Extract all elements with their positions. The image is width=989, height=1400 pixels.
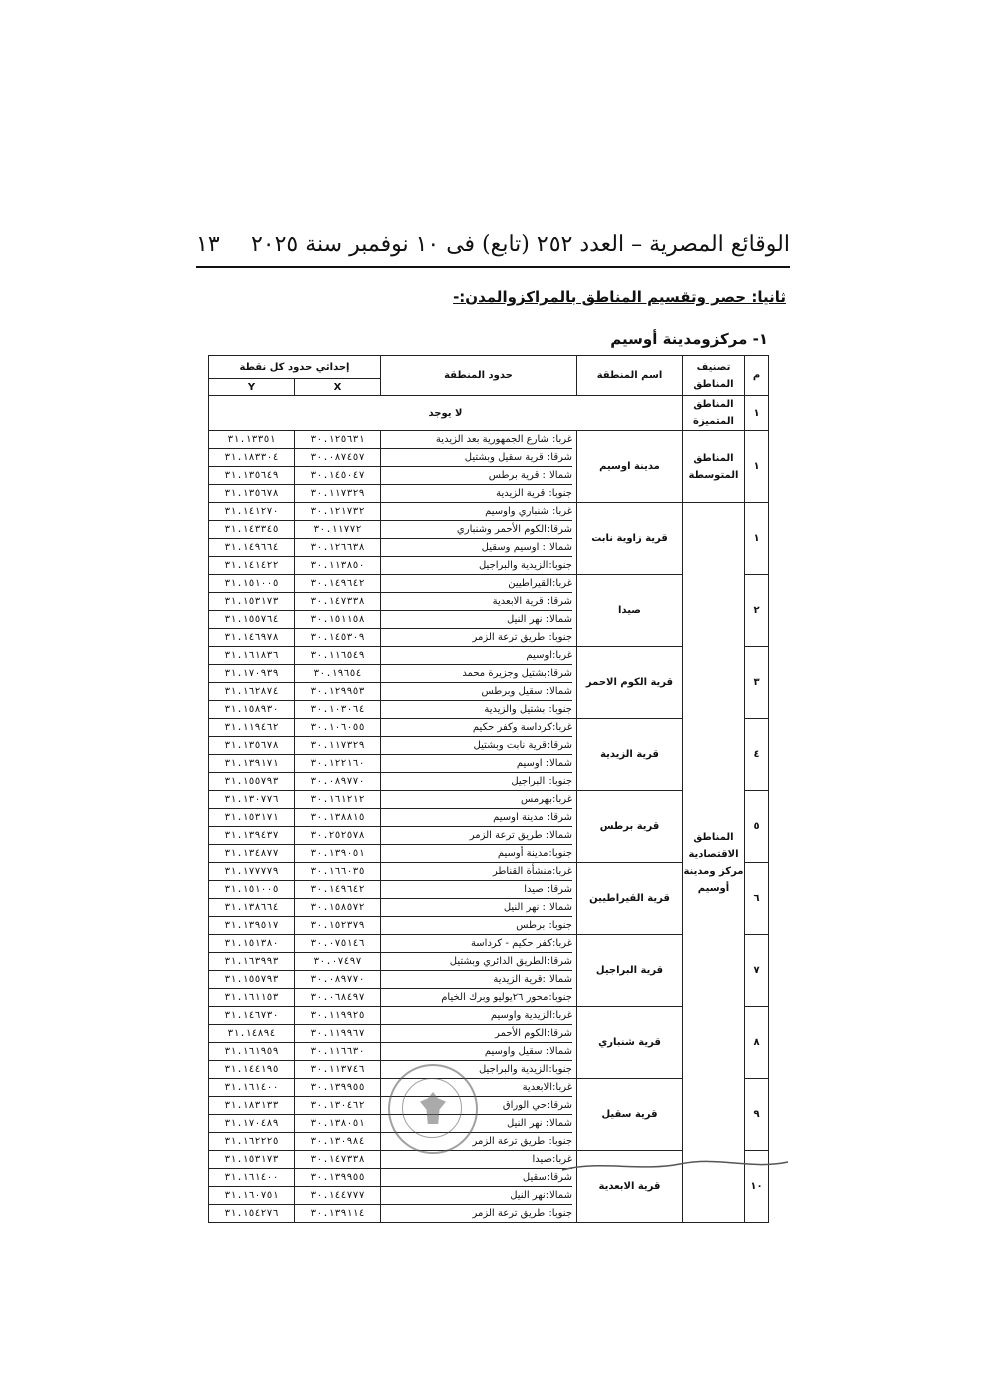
- boundaries-cell: [381, 431, 577, 503]
- cell-line: غربا: شارع الجمهورية بعد الزيدية: [435, 434, 572, 445]
- cell-line: ٣٠.١١٣٨٥٠: [295, 556, 380, 574]
- cell-line: ٣٠.١٤٥٣٠٩: [295, 628, 380, 646]
- y-coords-cell: [209, 431, 295, 503]
- cell-line: ٣٠.١٢٥٦٣١: [310, 434, 365, 445]
- cell-line: غربا:اوسيم: [526, 650, 572, 661]
- cell-line: ٣٠.١٥١١٥٨: [295, 610, 380, 628]
- page-number: ١٣: [196, 231, 220, 257]
- cell-line: ٣١.١٨٣١٣٣: [209, 1096, 294, 1114]
- cell-line: شرقا:الكوم الأحمر وشنباري: [381, 520, 572, 538]
- cell-line: شمالا : نهر النيل: [381, 898, 572, 916]
- cell-line: ٣٠.١٣٩٩٥٥: [310, 1082, 365, 1093]
- cell-line: ٣٠.١٦٦٠٣٥: [310, 866, 365, 877]
- y-coords-cell: [209, 1079, 295, 1151]
- header-boundaries: حدود المنطقة: [381, 356, 577, 396]
- y-coords-cell: [209, 503, 295, 575]
- section-title: ثانيا: حصر وتقسيم المناطق بالمراكزوالمدن:-: [453, 288, 786, 306]
- cell-line: جنوبا:مدينة أوسيم: [381, 844, 572, 862]
- cell-line: ٣١.١٤٤١٩٥: [209, 1060, 294, 1078]
- cell-line: ٣٠.١٣٨٠٥١: [295, 1114, 380, 1132]
- cell-line: ٣١.١٣٥٦٧٨: [209, 484, 294, 502]
- cell-line: شمالا: طريق ترعة الزمر: [381, 826, 572, 844]
- gazette-title: الوقائع المصرية – العدد ٢٥٢ (تابع) فى ١٠ نوفمبر سنة ٢٠٢٥: [250, 231, 790, 257]
- cell-line: ٣٠.١٣٠٩٨٤: [295, 1132, 380, 1150]
- boundaries-cell: [381, 1007, 577, 1079]
- cell-line: ٣١.١٣٨٦٦٤: [209, 898, 294, 916]
- row-number: ٧: [745, 935, 769, 1007]
- cell-line: شمالا: نهر النيل: [381, 1114, 572, 1132]
- cell-line: ٣١.١٥٤٢٧٦: [209, 1204, 294, 1222]
- cell-line: ٣١.١٦١٤٠٠: [224, 1082, 279, 1093]
- area-name-cell: قرية سقيل: [577, 1079, 683, 1151]
- cell-line: ٣٠.٢٥٢٥٧٨: [295, 826, 380, 844]
- cell-line: جنوبا: برطس: [381, 916, 572, 934]
- cell-line: شرقا: صيدا: [381, 880, 572, 898]
- boundaries-cell: [381, 935, 577, 1007]
- zones-table: [208, 355, 769, 1223]
- area-name-cell: قرية الكوم الاحمر: [577, 647, 683, 719]
- cell-line: شرقا: مدينة اوسيم: [381, 808, 572, 826]
- x-coords-cell: [295, 1151, 381, 1223]
- cell-line: ٣٠.١٤٩٦٤٢: [310, 578, 365, 589]
- x-coords-cell: [295, 647, 381, 719]
- cell-line: ٣١.١٣٣٥١: [227, 434, 276, 445]
- cell-line: ٣٠.٠٧٤٩٧: [295, 952, 380, 970]
- cell-line: شمالا: سقيل واوسيم: [381, 1042, 572, 1060]
- cell-line: ٣٠.٠٨٩٧٧٠: [295, 970, 380, 988]
- row-number: ١٠: [745, 1151, 769, 1223]
- cell-line: ٣١.١٣٩٤٣٧: [209, 826, 294, 844]
- cell-line: ٣٠.١٣٨٨١٥: [295, 808, 380, 826]
- cell-line: ٣٠.١١٦٦٣٠: [295, 1042, 380, 1060]
- cell-line: شرقا:قرية نابت وبشتيل: [381, 736, 572, 754]
- cell-line: غربا:الزيدية واوسيم: [490, 1010, 572, 1021]
- cell-line: جنوبا:الزيدية والبراجيل: [381, 556, 572, 574]
- cell-line: جنوبا:الزيدية والبراجيل: [381, 1060, 572, 1078]
- cell-line: ٣٠.١٠٣٠٦٤: [295, 700, 380, 718]
- cell-line: ٣٠.١١٩٩٢٥: [310, 1010, 365, 1021]
- cell-line: ٣٠.١٢٩٩٥٣: [295, 682, 380, 700]
- y-coords-cell: [209, 1007, 295, 1079]
- boundaries-cell: [381, 575, 577, 647]
- cell-line: غربا:كرداسة وكفر حكيم: [472, 722, 572, 733]
- cell-line: ٣١.١٥٨٩٣٠: [209, 700, 294, 718]
- boundaries-cell: [381, 1151, 577, 1223]
- cell-line: ٣١.١٦٢٨٧٤: [209, 682, 294, 700]
- cell-line: ٣٠.٠٨٧٤٥٧: [295, 448, 380, 466]
- cell-line: ٣٠.١٤٧٣٣٨: [295, 592, 380, 610]
- cell-line: ٣١.١٤٣٣٤٥: [209, 520, 294, 538]
- cell-line: ٣٠.١١٧٣٢٩: [295, 484, 380, 502]
- header-x: X: [295, 379, 381, 396]
- cell-line: ٣١.١٥٣١٧٣: [209, 592, 294, 610]
- cell-line: ٣١.١٤٦٧٣٠: [224, 1010, 279, 1021]
- table-row: [209, 431, 769, 503]
- cell-line: جنوبا: طريق ترعة الزمر: [381, 1132, 572, 1150]
- cell-line: ٣١.١٥١٠٠٥: [224, 578, 279, 589]
- cell-line: غربا:كفر حكيم - كرداسة: [470, 938, 572, 949]
- cell-line: شمالا: سقيل وبرطس: [381, 682, 572, 700]
- cell-line: شرقا:الطريق الدائري وبشتيل: [381, 952, 572, 970]
- cell-line: شمالا:نهر النيل: [381, 1186, 572, 1204]
- official-seal: [388, 1064, 478, 1154]
- y-coords-cell: [209, 863, 295, 935]
- boundaries-cell: [381, 647, 577, 719]
- table-row: [209, 503, 769, 575]
- cell-line: ٣١.١٤٦٩٧٨: [209, 628, 294, 646]
- cell-line: ٣٠.١٣٠٤٦٢: [295, 1096, 380, 1114]
- cell-line: ٣١.١٧٧٧٧٩: [224, 866, 279, 877]
- cell-line: ٣١.١٤٨٩٤: [209, 1024, 294, 1042]
- cell-line: ٣١.١٦٣٩٩٣: [209, 952, 294, 970]
- row-number: ٥: [745, 791, 769, 863]
- y-coords-cell: [209, 1151, 295, 1223]
- subsection-title: ١- مركزومدينة أوسيم: [610, 330, 768, 348]
- cell-line: ٣١.١٧٠٤٨٩: [209, 1114, 294, 1132]
- cell-line: ٣٠.١٣٩١١٤: [295, 1204, 380, 1222]
- area-name-cell: قرية الزيدية: [577, 719, 683, 791]
- cell-line: غربا:بهرمس: [521, 794, 572, 805]
- row-number: ٤: [745, 719, 769, 791]
- row-number: ١: [745, 396, 769, 431]
- none-cell: لا يوجد: [209, 396, 683, 431]
- cell-line: جنوبا: قرية الزيدية: [381, 484, 572, 502]
- cell-line: ٣٠.١٢٦٦٣٨: [295, 538, 380, 556]
- cell-line: ٣٠.١٦١٢١٢: [310, 794, 365, 805]
- x-coords-cell: [295, 1007, 381, 1079]
- cell-line: ٣١.١٨٣٣٠٤: [209, 448, 294, 466]
- cell-line: ٣١.١٦١٨٣٦: [224, 650, 279, 661]
- cell-line: شرقا:الكوم الأحمر: [381, 1024, 572, 1042]
- classification-cell: المناطق الاقتصادية مركز ومدينة أوسيم: [683, 503, 745, 1223]
- cell-line: شمالا: نهر النيل: [381, 610, 572, 628]
- cell-line: غربا: شنباري واوسيم: [485, 506, 572, 517]
- cell-line: جنوبا: بشتيل والزيدية: [381, 700, 572, 718]
- cell-line: ٣٠.٠٧٥١٤٦: [310, 938, 365, 949]
- cell-line: شرقا: قرية الابعدية: [381, 592, 572, 610]
- y-coords-cell: [209, 791, 295, 863]
- y-coords-cell: [209, 575, 295, 647]
- cell-line: ٣٠.١٢١٧٣٢: [310, 506, 365, 517]
- cell-line: شرقا:سقيل: [381, 1168, 572, 1186]
- area-name-cell: صيدا: [577, 575, 683, 647]
- cell-line: ٣١.١٦١١٥٣: [209, 988, 294, 1006]
- cell-line: ٣١.١٥١٠٠٥: [209, 880, 294, 898]
- x-coords-cell: [295, 575, 381, 647]
- cell-line: ٣١.١٣٩٥١٧: [209, 916, 294, 934]
- cell-line: ٣٠.١٤٧٣٣٨: [310, 1154, 365, 1165]
- cell-line: ٣٠.١١٣٧٤٦: [295, 1060, 380, 1078]
- cell-line: ٣١.١٣٠٧٧٦: [224, 794, 279, 805]
- cell-line: ٣٠.١١٩٩٦٧: [295, 1024, 380, 1042]
- cell-line: ٣١.١٦٢٢٢٥: [209, 1132, 294, 1150]
- cell-line: شرقا:بشتيل وجزيرة محمد: [381, 664, 572, 682]
- row-number: ٨: [745, 1007, 769, 1079]
- cell-line: شمالا :قرية الزيدية: [381, 970, 572, 988]
- boundaries-cell: [381, 863, 577, 935]
- cell-line: جنوبا: طريق ترعة الزمر: [381, 628, 572, 646]
- x-coords-cell: [295, 863, 381, 935]
- cell-line: ٣٠.١٩٦٥٤: [295, 664, 380, 682]
- header-no: م: [745, 356, 769, 396]
- cell-line: ٣١.١٤١٢٧٠: [224, 506, 279, 517]
- row-number: ١: [745, 503, 769, 575]
- cell-line: ٣١.١١٩٤٦٢: [224, 722, 279, 733]
- x-coords-cell: [295, 431, 381, 503]
- area-name-cell: قرية شنباري: [577, 1007, 683, 1079]
- row-number: ١: [745, 431, 769, 503]
- row-number: ٩: [745, 1079, 769, 1151]
- cell-line: ٣١.١٣٤٨٧٧: [209, 844, 294, 862]
- cell-line: ٣٠.٠٦٨٤٩٧: [295, 988, 380, 1006]
- cell-line: شرقا:حي الوراق: [381, 1096, 572, 1114]
- area-name-cell: قرية القيراطيين: [577, 863, 683, 935]
- cell-line: ٣١.١٤١٤٢٢: [209, 556, 294, 574]
- cell-line: غربا:منشأة القناطر: [492, 866, 572, 877]
- x-coords-cell: [295, 791, 381, 863]
- cell-line: ٣١.١٥١٣٨٠: [224, 938, 279, 949]
- page-header: [196, 225, 790, 263]
- cell-line: ٣١.١٥٣١٧١: [209, 808, 294, 826]
- area-name-cell: مدينة اوسيم: [577, 431, 683, 503]
- cell-line: ٣٠.١٤٥٠٤٧: [295, 466, 380, 484]
- cell-line: غربا:الابعدية: [522, 1082, 572, 1093]
- boundaries-cell: [381, 791, 577, 863]
- cell-line: ٣١.١٥٥٧٩٣: [209, 970, 294, 988]
- cell-line: ٣٠.١٣٩٠٥١: [295, 844, 380, 862]
- cell-line: ٣٠.١٤٩٦٤٢: [295, 880, 380, 898]
- cell-line: غربا:صيدا: [532, 1154, 572, 1165]
- row-number: ٣: [745, 647, 769, 719]
- x-coords-cell: [295, 935, 381, 1007]
- header-divider: [196, 266, 790, 268]
- cell-line: ٣١.١٥٥٧٩٣: [209, 772, 294, 790]
- cell-line: ٣٠.١٣٩٩٥٥: [295, 1168, 380, 1186]
- header-y: Y: [209, 379, 295, 396]
- cell-line: شمالا : قرية برطس: [381, 466, 572, 484]
- cell-line: ٣٠.١٥٨٥٧٢: [295, 898, 380, 916]
- cell-line: ٣٠.١١٧٧٢: [295, 520, 380, 538]
- y-coords-cell: [209, 719, 295, 791]
- row-number: ٦: [745, 863, 769, 935]
- cell-line: ٣١.١٦١٤٠٠: [209, 1168, 294, 1186]
- cell-line: غربا:القيراطيين: [508, 578, 572, 589]
- header-coords: إحداثي حدود كل نقطة: [209, 356, 381, 379]
- cell-line: ٣٠.١٥٢٣٧٩: [295, 916, 380, 934]
- classification-cell: المناطق المتميزة: [683, 396, 745, 431]
- cell-line: ٣٠.١٠٦٠٥٥: [310, 722, 365, 733]
- cell-line: شمالا: اوسيم: [381, 754, 572, 772]
- cell-line: ٣٠.١١٦٥٤٩: [310, 650, 365, 661]
- y-coords-cell: [209, 647, 295, 719]
- x-coords-cell: [295, 503, 381, 575]
- cell-line: ٣١.١٧٠٩٣٩: [209, 664, 294, 682]
- cell-line: ٣١.١٥٣١٧٣: [224, 1154, 279, 1165]
- cell-line: ٣٠.١٤٤٧٧٧: [295, 1186, 380, 1204]
- cell-line: ٣١.١٣٩١٧١: [209, 754, 294, 772]
- cell-line: ٣١.١٥٥٧٦٤: [209, 610, 294, 628]
- cell-line: ٣٠.١١٧٣٢٩: [295, 736, 380, 754]
- cell-line: شمالا : اوسيم وسقيل: [381, 538, 572, 556]
- cell-line: ٣١.١٦١٩٥٩: [209, 1042, 294, 1060]
- cell-line: ٣١.١٦٠٧٥١: [209, 1186, 294, 1204]
- cell-line: ٣١.١٤٩٦٦٤: [209, 538, 294, 556]
- cell-line: شرقا: قرية سقيل وبشتيل: [381, 448, 572, 466]
- x-coords-cell: [295, 719, 381, 791]
- cell-line: ٣٠.٠٨٩٧٧٠: [295, 772, 380, 790]
- area-name-cell: قرية برطس: [577, 791, 683, 863]
- signature-scrawl: [560, 1158, 790, 1174]
- classification-cell: المناطق المتوسطة: [683, 431, 745, 503]
- area-name-cell: قرية البراجيل: [577, 935, 683, 1007]
- header-classification: تصنيف المناطق: [683, 356, 745, 396]
- header-area-name: اسم المنطقة: [577, 356, 683, 396]
- y-coords-cell: [209, 935, 295, 1007]
- row-number: ٢: [745, 575, 769, 647]
- area-name-cell: قرية زاوية نابت: [577, 503, 683, 575]
- cell-line: ٣١.١٣٥٦٤٩: [209, 466, 294, 484]
- table-row: [209, 396, 769, 431]
- cell-line: جنوبا:محور ٢٦يوليو وبرك الخيام: [381, 988, 572, 1006]
- boundaries-cell: [381, 503, 577, 575]
- cell-line: جنوبا: طريق ترعة الزمر: [381, 1204, 572, 1222]
- area-name-cell: قرية الابعدية: [577, 1151, 683, 1223]
- cell-line: ٣٠.١٢٢١٦٠: [295, 754, 380, 772]
- boundaries-cell: [381, 719, 577, 791]
- cell-line: ٣١.١٣٥٦٧٨: [209, 736, 294, 754]
- cell-line: جنوبا: البراجيل: [381, 772, 572, 790]
- x-coords-cell: [295, 1079, 381, 1151]
